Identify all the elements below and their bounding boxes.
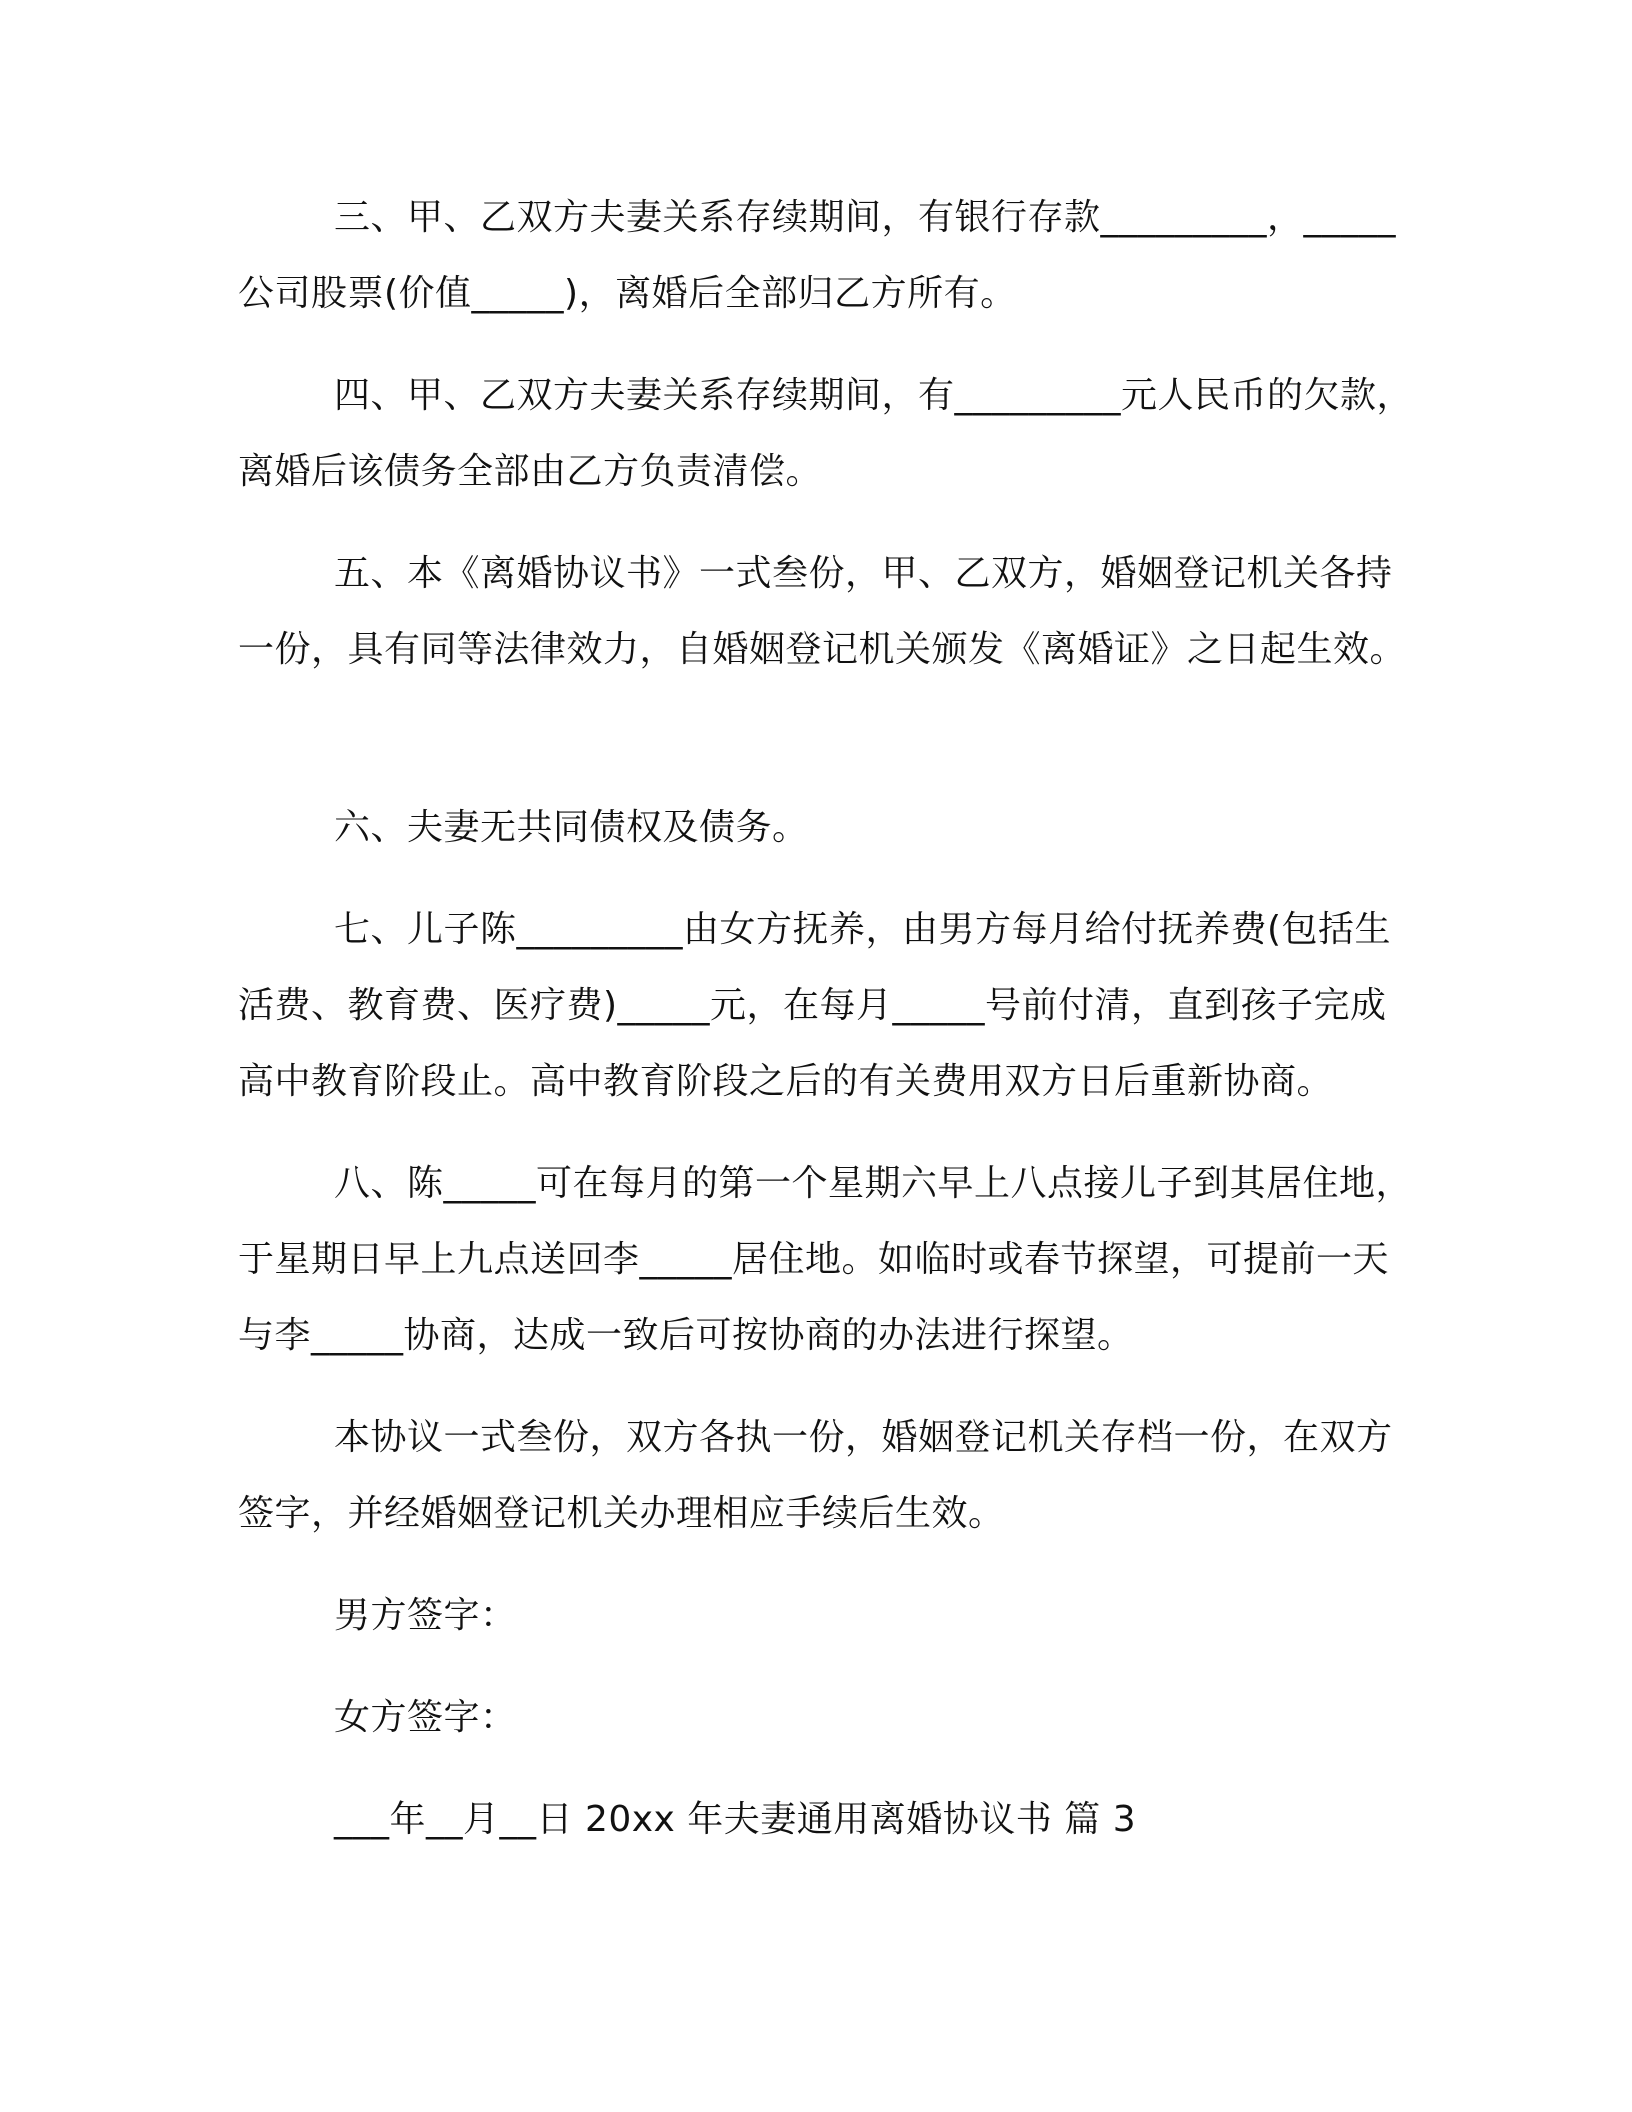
female-signature-label: 女方签字： (334, 1697, 517, 1738)
clause-6-paragraph: 六、夫妻无共同债权及债务。 (334, 807, 809, 848)
clause-4-paragraph: 四、甲、乙双方夫妻关系存续期间，有_________元人民币的欠款，离婚后该债务全部由乙方负责清偿。 (238, 375, 1414, 492)
clause-7-paragraph: 七、儿子陈_________由女方抚养，由男方每月给付抚养费(包括生活费、教育费、医疗费)_____元，在每月_____号前付清，直到孩子完成高中教育阶段止。高中教育阶段之后的有关费用双方日后重新协商。 (238, 909, 1392, 1102)
clause-8-paragraph: 八、陈_____可在每月的第一个星期六早上八点接儿子到其居住地，于星期日早上九点送回李_____居住地。如临时或春节探望，可提前一天与李_____协商，达成一致后可按协商的办法进行探望。 (238, 1163, 1413, 1356)
male-signature-label: 男方签字： (334, 1595, 517, 1636)
clause-5-paragraph: 五、本《离婚协议书》一式叁份，甲、乙双方，婚姻登记机关各持一份，具有同等法律效力，自婚姻登记机关颁发《离婚证》之日起生效。 (238, 553, 1407, 670)
clause-3-paragraph: 三、甲、乙双方夫妻关系存续期间，有银行存款_________，_____公司股票(价值_____)，离婚后全部归乙方所有。 (238, 197, 1397, 314)
date-and-section-heading: ___年__月__日 20xx 年夫妻通用离婚协议书 篇 3 (334, 1799, 1137, 1840)
agreement-copies-paragraph: 本协议一式叁份，双方各执一份，婚姻登记机关存档一份，在双方签字，并经婚姻登记机关办理相应手续后生效。 (238, 1417, 1393, 1534)
